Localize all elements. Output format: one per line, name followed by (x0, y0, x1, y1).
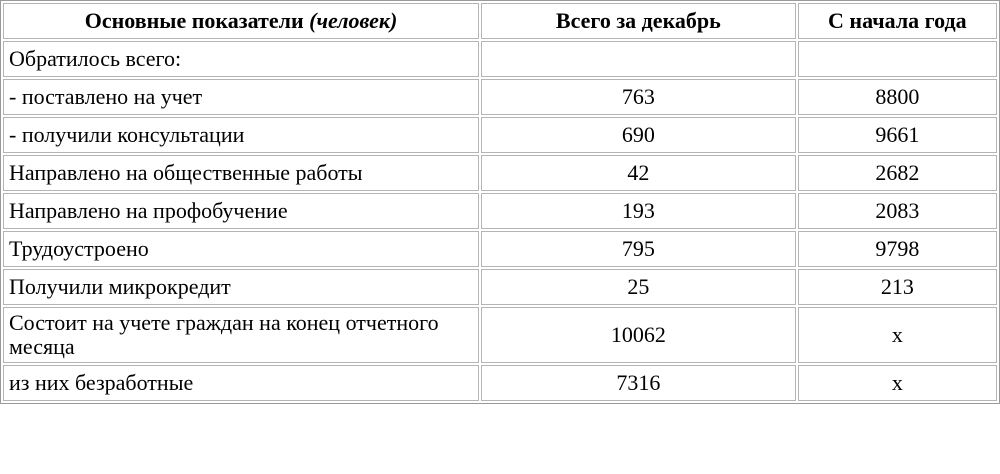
row-ytd-value: 8800 (798, 79, 997, 115)
row-label: - поставлено на учет (3, 79, 479, 115)
table-row (3, 269, 997, 305)
row-ytd-value: х (798, 307, 997, 363)
table-row (3, 307, 997, 363)
header-indicators-label: Основные показатели (84, 8, 310, 33)
header-indicators-unit: (человек) (309, 8, 398, 33)
row-label: - получили консультации (3, 117, 479, 153)
row-label: Состоит на учете граждан на конец отчетного месяца (3, 307, 479, 363)
table-row (3, 155, 997, 191)
row-december-value: 690 (481, 117, 796, 153)
row-label: Обратилось всего: (3, 41, 479, 77)
row-ytd-value: 213 (798, 269, 997, 305)
row-december-value: 193 (481, 193, 796, 229)
table-row (3, 231, 997, 267)
table-row (3, 193, 997, 229)
header-december: Всего за декабрь (481, 3, 796, 39)
row-december-value (481, 41, 796, 77)
row-label: из них безработные (3, 365, 479, 401)
row-ytd-value: 9661 (798, 117, 997, 153)
row-december-value: 42 (481, 155, 796, 191)
row-december-value: 25 (481, 269, 796, 305)
row-label: Направлено на общественные работы (3, 155, 479, 191)
row-ytd-value: 2083 (798, 193, 997, 229)
header-indicators (3, 3, 479, 39)
row-december-value: 10062 (481, 307, 796, 363)
row-ytd-value: х (798, 365, 997, 401)
row-december-value: 795 (481, 231, 796, 267)
row-ytd-value: 2682 (798, 155, 997, 191)
row-ytd-value: 9798 (798, 231, 997, 267)
row-label: Трудоустроено (3, 231, 479, 267)
table-row (3, 117, 997, 153)
row-december-value: 7316 (481, 365, 796, 401)
table-header-row (3, 3, 997, 39)
row-december-value: 763 (481, 79, 796, 115)
table-row (3, 365, 997, 401)
table-row (3, 79, 997, 115)
row-label: Получили микрокредит (3, 269, 479, 305)
row-label: Направлено на профобучение (3, 193, 479, 229)
table-row (3, 41, 997, 77)
row-ytd-value (798, 41, 997, 77)
header-year-to-date: С начала года (798, 3, 997, 39)
